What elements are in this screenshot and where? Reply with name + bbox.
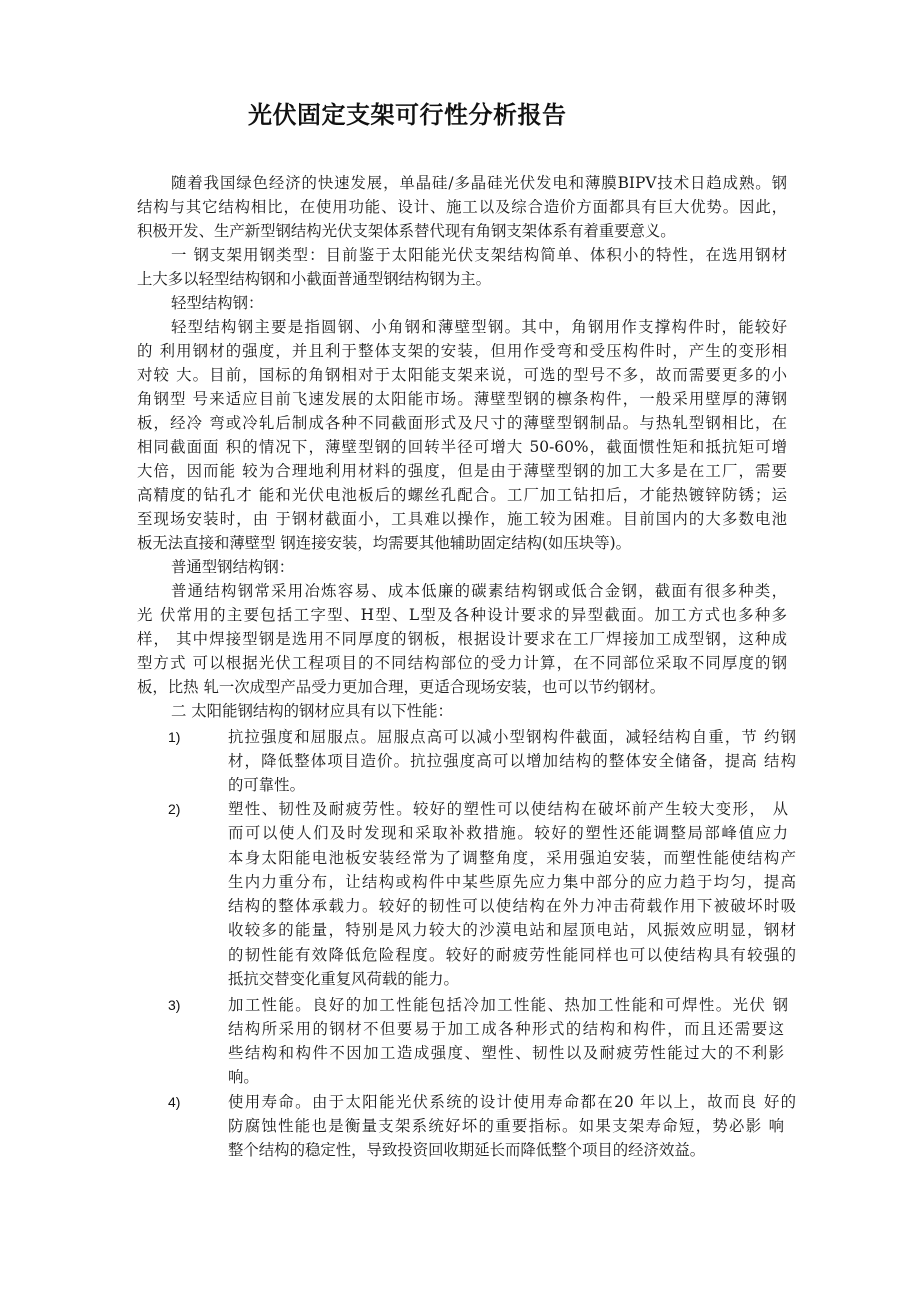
- light-steel-heading: 轻型结构钢：: [171, 294, 264, 312]
- light-steel-line: 板，经冷 弯或冷轧后制成各种不同截面形式及尺寸的薄壁型钢制品。与热轧型钢相比，在: [137, 414, 787, 432]
- list-item-line: 收较多的能量，特别是风力较大的沙漠电站和屋顶电站，风振效应明显，钢材: [228, 921, 796, 939]
- list-item-line: 而可以使人们及时发现和采取补救措施。较好的塑性还能调整局部峰值应力: [228, 824, 788, 842]
- list-item-line: 些结构和构件不因加工造成强度、塑性、韧性以及耐疲劳性能过大的不利影: [228, 1044, 784, 1062]
- section2-heading: 二 太阳能钢结构的钢材应具有以下性能：: [171, 702, 453, 720]
- intro-line: 积极开发、生产新型钢结构光伏支架体系替代现有角钢支架体系有着重要意义。: [137, 222, 676, 240]
- ordinary-steel-line: 普通结构钢常采用冶炼容易、成本低廉的碳素结构钢或低合金钢，截面有很多种类，: [171, 582, 787, 600]
- ordinary-steel-line: 型方式 可以根据光伏工程项目的不同结构部位的受力计算，在不同部位采取不同厚度的钢: [137, 654, 787, 672]
- list-item-line: 加工性能。良好的加工性能包括冷加工性能、热加工性能和可焊性。光伏 钢: [228, 996, 788, 1014]
- ordinary-steel-line: 样， 其中焊接型钢是选用不同厚度的钢板，根据设计要求在工厂焊接加工成型钢，这种成: [137, 630, 787, 648]
- section1-line: 一 钢支架用钢类型：目前鉴于太阳能光伏支架结构简单、体积小的特性，在选用钢材: [171, 246, 787, 264]
- light-steel-line: 的 利用钢材的强度，并且利于整体支架的安装，但用作受弯和受压构件时，产生的变形相: [137, 342, 787, 360]
- list-item-line: 结构的整体承载力。较好的韧性可以使结构在外力冲击荷载作用下被破坏时吸: [228, 897, 796, 915]
- list-item-line: 抵抗交替变化重复风荷载的能力。: [228, 970, 459, 988]
- ordinary-steel-heading: 普通型钢结构钢：: [171, 558, 295, 576]
- light-steel-line: 轻型结构钢主要是指圆钢、小角钢和薄壁型钢。其中，角钢用作支撑构件时，能较好: [171, 318, 787, 336]
- list-item-line: 整个结构的稳定性，导致投资回收期延长而降低整个项目的经济效益。: [228, 1141, 706, 1159]
- list-item-line: 防腐蚀性能也是衡量支架系统好坏的重要指标。如果支架寿命短，势必影 响: [228, 1117, 784, 1135]
- light-steel-line: 相同截面面 积的情况下，薄壁型钢的回转半径可增大 50-60%，截面惯性矩和抵抗矩可增: [137, 438, 787, 456]
- light-steel-line: 板无法直接和薄壁型 钢连接安装，均需要其他辅助固定结构(如压块等)。: [137, 534, 632, 552]
- list-item-number: 4): [168, 1094, 181, 1110]
- list-item-number: 2): [168, 801, 181, 817]
- list-item-line: 材，降低整体项目造价。抗拉强度高可以增加结构的整体安全储备，提高 结构: [228, 752, 796, 770]
- ordinary-steel-line: 板，比热 轧一次成型产品受力更加合理，更适合现场安装，也可以节约钢材。: [137, 678, 666, 696]
- list-item-line: 生内力重分布，让结构或构件中某些原先应力集中部分的应力趋于均匀，提高: [228, 873, 796, 891]
- light-steel-line: 大倍，因而能 较为合理地利用材料的强度，但是由于薄壁型钢的加工大多是在工厂，需要: [137, 462, 787, 480]
- list-item-line: 使用寿命。由于太阳能光伏系统的设计使用寿命都在20 年以上，故而良 好的: [228, 1093, 796, 1111]
- list-item-line: 的韧性能有效降低危险程度。较好的耐疲劳性能同样也可以使结构具有较强的: [228, 946, 796, 964]
- light-steel-line: 高精度的钻孔才 能和光伏电池板后的螺丝孔配合。工厂加工钻扣后，才能热镀锌防锈；运: [137, 486, 787, 504]
- intro-line: 随着我国绿色经济的快速发展，单晶硅/多晶硅光伏发电和薄膜BIPV技术日趋成熟。钢: [171, 174, 787, 192]
- list-item-line: 塑性、韧性及耐疲劳性。较好的塑性可以使结构在破坏前产生较大变形， 从: [228, 800, 788, 818]
- ordinary-steel-line: 光 伏常用的主要包括工字型、H型、L型及各种设计要求的异型截面。加工方式也多种多: [137, 606, 787, 624]
- list-item-line: 响。: [228, 1068, 259, 1086]
- list-item-number: 1): [168, 729, 181, 745]
- section1-line: 上大多以轻型结构钢和小截面普通型钢结构钢为主。: [137, 270, 491, 288]
- list-item-line: 的可靠性。: [228, 776, 305, 794]
- list-item-line: 本身太阳能电池板安装经常为了调整角度，采用强迫安装，而塑性能使结构产: [228, 849, 796, 867]
- intro-line: 结构与其它结构相比，在使用功能、设计、施工以及综合造价方面都具有巨大优势。因此，: [137, 198, 787, 216]
- list-item-number: 3): [168, 997, 181, 1013]
- list-item-line: 抗拉强度和屈服点。屈服点高可以减小型钢构件截面，减轻结构自重，节 约钢: [228, 728, 796, 746]
- light-steel-line: 角钢型 号来适应目前飞速发展的太阳能市场。薄壁型钢的檩条构件，一般采用壁厚的薄钢: [137, 390, 787, 408]
- light-steel-line: 至现场安装时，由 于钢材截面小，工具难以操作，施工较为困难。目前国内的大多数电池: [137, 510, 787, 528]
- list-item-line: 结构所采用的钢材不但要易于加工成各种形式的结构和构件，而且还需要这: [228, 1020, 784, 1038]
- document-title: 光伏固定支架可行性分析报告: [248, 101, 567, 129]
- light-steel-line: 对较 大。目前，国标的角钢相对于太阳能支架来说，可选的型号不多，故而需要更多的小: [137, 366, 787, 384]
